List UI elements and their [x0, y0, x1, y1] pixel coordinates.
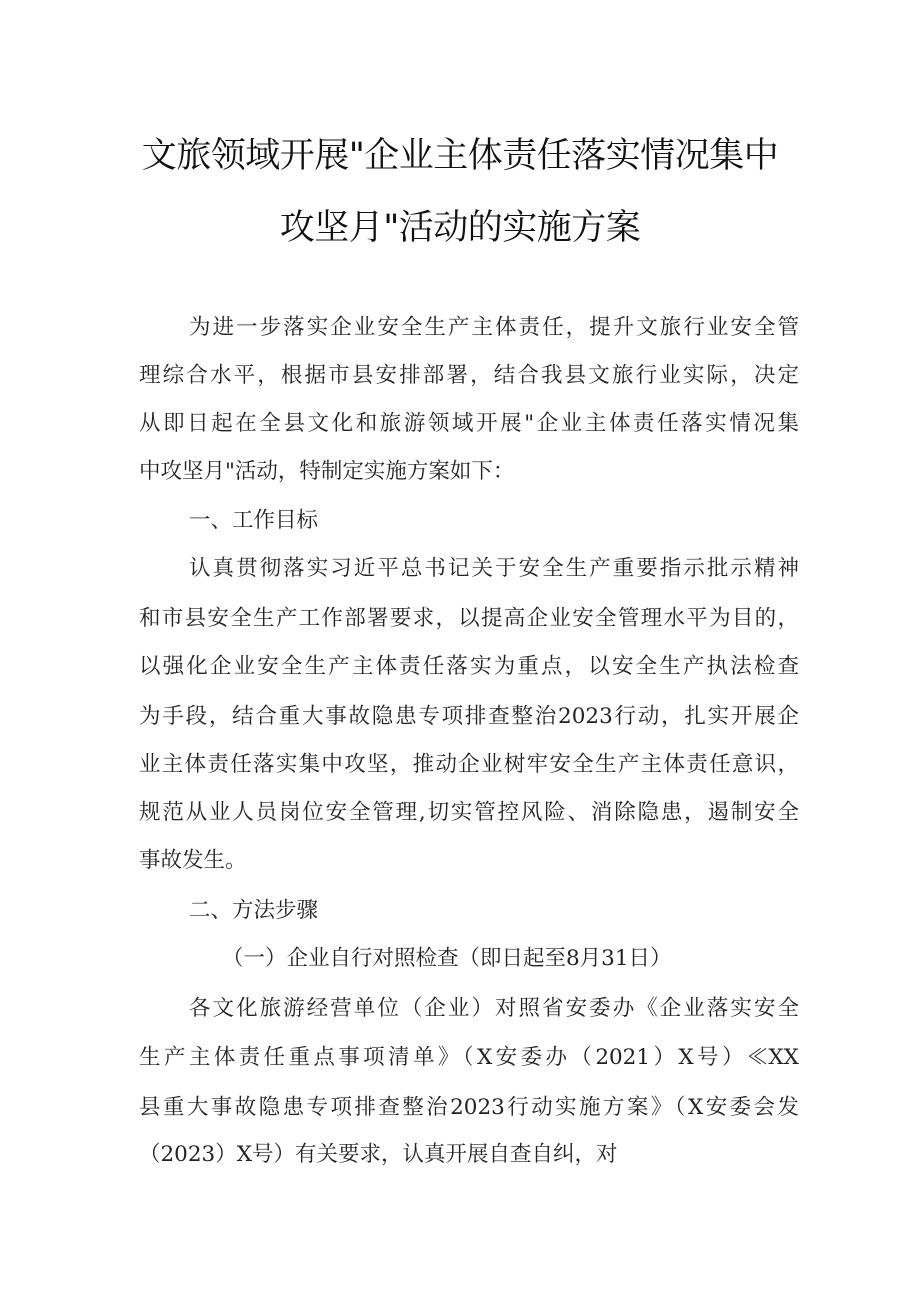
paragraph-line: 以强化企业安全生产主体责任落实为重点，以安全生产执法检查 [139, 654, 799, 679]
document-title-line-2: 攻坚月"活动的实施方案 [279, 208, 641, 248]
section-heading: 一、工作目标 [189, 508, 319, 533]
paragraph-line: 生产主体责任重点事项清单》（X安委办（2021）X号）≪XX [139, 1045, 799, 1070]
subsection-heading: （一）企业自行对照检查（即日起至8月31日） [222, 946, 672, 971]
paragraph-line: 为手段，结合重大事故隐患专项排查整治2023行动，扎实开展企 [139, 704, 799, 729]
paragraph-line: 中攻坚月"活动，特制定实施方案如下： [139, 459, 515, 484]
paragraph-line: 为进一步落实企业安全生产主体责任，提升文旅行业安全管 [189, 315, 799, 340]
paragraph-line: 从即日起在全县文化和旅游领域开展"企业主体责任落实情况集 [139, 411, 799, 436]
paragraph-line: 认真贯彻落实习近平总书记关于安全生产重要指示批示精神 [189, 556, 799, 581]
paragraph-line: 各文化旅游经营单位（企业）对照省安委办《企业落实安全 [189, 996, 799, 1021]
paragraph-line: 业主体责任落实集中攻坚，推动企业树牢安全生产主体责任意识， [139, 752, 799, 777]
paragraph-line: 和市县安全生产工作部署要求，以提高企业安全管理水平为目的， [139, 606, 799, 631]
paragraph-line: 规范从业人员岗位安全管理,切实管控风险、消除隐患，遏制安全 [139, 800, 799, 825]
section-heading: 二、方法步骤 [189, 898, 319, 923]
paragraph-line: 县重大事故隐患专项排查整治2023行动实施方案》（X安委会发 [139, 1095, 799, 1120]
paragraph-line: （2023）X号）有关要求，认真开展自查自纠，对 [139, 1142, 618, 1167]
paragraph-line: 理综合水平，根据市县安排部署，结合我县文旅行业实际，决定 [139, 363, 799, 388]
paragraph-line: 事故发生。 [139, 848, 247, 873]
document-title-line-1: 文旅领域开展"企业主体责任落实情况集中 [141, 136, 779, 176]
